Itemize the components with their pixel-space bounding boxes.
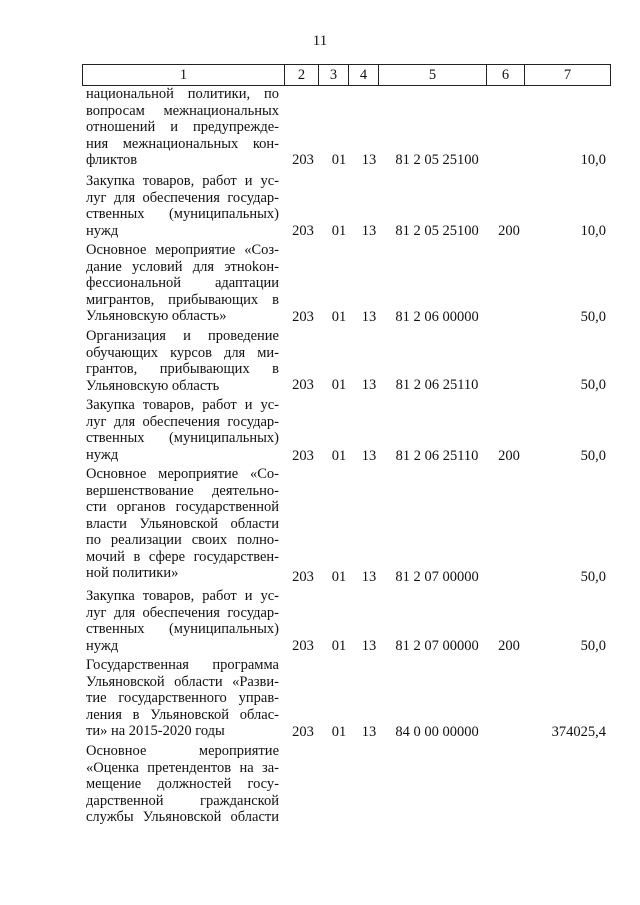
expense-type-code: 200 [498, 638, 520, 654]
name-line: Закупка товаров, работ и ус- [86, 173, 279, 189]
column-header-row [83, 65, 611, 86]
column-header-6: 6 [487, 65, 525, 86]
name-line: по реализации своих полно- [86, 532, 279, 548]
name-line: Закупка товаров, работ и ус- [86, 588, 279, 604]
amount: 10,0 [580, 152, 606, 168]
name-line: тие государственного управ- [86, 690, 279, 706]
ministry-code: 203 [292, 309, 314, 325]
target-article-code: 81 2 06 00000 [395, 309, 479, 325]
row-name [86, 86, 279, 169]
name-line: ственных (муниципальных) [86, 621, 279, 637]
target-article-code: 81 2 05 25100 [395, 223, 479, 239]
name-line: Основное мероприятие [86, 743, 279, 759]
name-line: нужд [86, 446, 119, 463]
subsection-code: 13 [361, 569, 377, 585]
ministry-code: 203 [292, 724, 314, 740]
name-line: Ульяновскую область [86, 377, 220, 394]
ministry-code: 203 [292, 448, 314, 464]
ministry-code: 203 [292, 638, 314, 654]
name-line: ной политики» [86, 565, 179, 581]
row-name [86, 173, 279, 239]
name-line: обучающих курсов для ми- [86, 344, 279, 361]
name-line: луг для обеспечения государ- [86, 413, 279, 430]
target-article-code: 81 2 07 00000 [395, 638, 479, 654]
name-line: ственных (муниципальных) [86, 430, 279, 446]
name-line: Ульяновской области «Разви- [86, 673, 279, 690]
name-line: Ульяновскую область» [86, 308, 227, 324]
name-line: Организация и проведение [86, 328, 279, 344]
name-line: фессиональной адаптации [86, 275, 279, 291]
row-name [86, 743, 279, 826]
name-line: нужд [86, 637, 119, 654]
ministry-code: 203 [292, 569, 314, 585]
subsection-code: 13 [361, 152, 377, 168]
subsection-code: 13 [361, 377, 377, 393]
name-line: власти Ульяновской области [86, 515, 279, 532]
subsection-code: 13 [361, 638, 377, 654]
name-line: Основное мероприятие «Соз- [86, 242, 279, 258]
section-code: 01 [331, 152, 347, 168]
name-line: национальной политики, по [86, 86, 279, 102]
row-name [86, 242, 279, 325]
name-line: мочий в сфере государствен- [86, 548, 279, 565]
target-article-code: 81 2 06 25110 [395, 377, 479, 393]
row-name [86, 657, 279, 740]
name-line: отношений и предупрежде- [86, 119, 279, 135]
name-line: мигрантов, прибывающих в [86, 291, 279, 308]
name-line: фликтов [86, 152, 138, 168]
amount: 50,0 [580, 309, 606, 325]
name-line: луг для обеспечения государ- [86, 189, 279, 206]
expense-type-code: 200 [498, 448, 520, 464]
ministry-code: 203 [292, 152, 314, 168]
name-line: нужд [86, 222, 119, 239]
amount: 50,0 [580, 638, 606, 654]
name-line: вершенствование деятельно- [86, 482, 279, 499]
name-line: «Оценка претендентов на за- [86, 759, 279, 776]
name-line: вопросам межнациональных [86, 102, 279, 119]
section-code: 01 [331, 448, 347, 464]
subsection-code: 13 [361, 223, 377, 239]
name-line: ственных (муниципальных) [86, 206, 279, 222]
section-code: 01 [331, 724, 347, 740]
column-header-table [82, 64, 611, 86]
page-number: 11 [312, 33, 328, 49]
column-header-2: 2 [285, 65, 319, 86]
name-line: Государственная программа [86, 657, 279, 673]
ministry-code: 203 [292, 377, 314, 393]
amount: 374025,4 [551, 724, 606, 740]
target-article-code: 84 0 00 00000 [395, 724, 479, 740]
row-name [86, 397, 279, 463]
section-code: 01 [331, 223, 347, 239]
row-name [86, 328, 279, 394]
name-line: дарственной гражданской [86, 792, 279, 809]
name-line: Закупка товаров, работ и ус- [86, 397, 279, 413]
column-header-5: 5 [379, 65, 487, 86]
subsection-code: 13 [361, 448, 377, 464]
name-line: мещение должностей госу- [86, 776, 279, 792]
amount: 50,0 [580, 569, 606, 585]
target-article-code: 81 2 06 25110 [395, 448, 479, 464]
name-line: грантов, прибывающих в [86, 361, 279, 377]
target-article-code: 81 2 07 00000 [395, 569, 479, 585]
column-header-1: 1 [83, 65, 285, 86]
name-line: службы Ульяновской области [86, 809, 279, 825]
amount: 10,0 [580, 223, 606, 239]
amount: 50,0 [580, 448, 606, 464]
column-header-4: 4 [349, 65, 379, 86]
section-code: 01 [331, 569, 347, 585]
row-name [86, 466, 279, 582]
name-line: ния межнациональных кон- [86, 135, 279, 152]
ministry-code: 203 [292, 223, 314, 239]
subsection-code: 13 [361, 724, 377, 740]
section-code: 01 [331, 309, 347, 325]
subsection-code: 13 [361, 309, 377, 325]
section-code: 01 [331, 638, 347, 654]
section-code: 01 [331, 377, 347, 393]
name-line: ти» на 2015-2020 годы [86, 723, 225, 739]
name-line: луг для обеспечения государ- [86, 604, 279, 621]
expense-type-code: 200 [498, 223, 520, 239]
name-line: дание условий для этноkон- [86, 258, 279, 275]
column-header-7: 7 [525, 65, 611, 86]
name-line: сти органов государственной [86, 499, 279, 515]
name-line: ления в Ульяновской облас- [86, 706, 279, 723]
name-line: Основное мероприятие «Со- [86, 466, 279, 482]
row-name [86, 588, 279, 654]
column-header-3: 3 [319, 65, 349, 86]
target-article-code: 81 2 05 25100 [395, 152, 479, 168]
amount: 50,0 [580, 377, 606, 393]
